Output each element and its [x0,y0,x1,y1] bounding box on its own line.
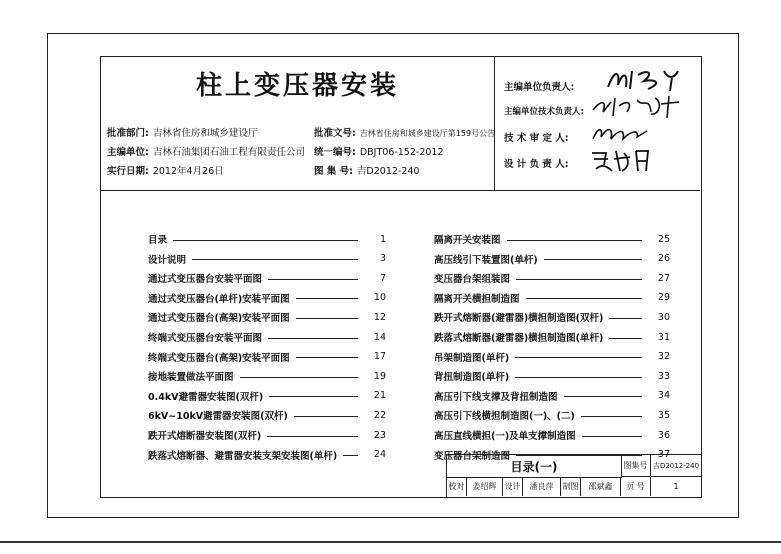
toc-leader-line [296,318,358,319]
toc-entry [148,232,386,246]
signature-3-icon [589,119,659,145]
toc-entry-page: 29 [657,292,670,304]
toc-entry [434,428,670,442]
tech-reviewer-label: 技 术 审 定 人: [504,133,569,144]
toc-entry [148,330,386,344]
toc-entry-page: 31 [657,331,670,343]
toc-entry-page: 22 [373,409,386,421]
toc-entry [148,350,386,364]
toc-entry-page: 12 [373,311,386,323]
design-name: 潘良萍 [523,477,561,496]
toc-leader-line [564,396,642,397]
toc-entry [148,252,386,266]
toc-entry-title: 通过式变压器台(高架)安装平面图 [148,313,290,325]
toc-entry [148,428,386,442]
toc-entry-title: 高压引下线支撑及背扭制造图 [434,391,558,403]
toc-entry-title: 终端式变压器台安装平面图 [148,333,263,344]
toc-entry [148,291,386,305]
drawing-name: 目录(一) [447,455,622,478]
drawing-sheet [100,56,702,498]
signature-4-icon [586,145,666,175]
design-label: 设计 [503,477,523,496]
toc-entry [434,252,670,266]
signature-panel [494,57,700,190]
toc-entry-title: 高压线引下装置图(单杆) [434,254,538,266]
toc-entry [148,408,386,422]
approve-dept: 批准部门: 吉林省住房和城乡建设厅 [107,128,258,139]
toc-entry-page: 37 [657,449,670,461]
editor-unit: 主编单位: 吉林石油集团石油工程有限责任公司 [107,147,305,158]
signature-1-icon [604,65,694,93]
toc-entry [434,291,670,305]
bottom-rule [0,541,781,543]
toc-entry [434,350,670,364]
toc-leader-line [269,396,358,397]
toc-entry-title: 终端式变压器台(高架)安装平面图 [148,352,290,364]
check-name: 姜绍辉 [467,477,503,496]
design-chief-label: 设 计 负 责 人: [504,159,569,170]
toc-entry [434,408,670,422]
implementation-date: 实行日期: 2012年4月26日 [107,166,224,177]
toc-entry-title: 跌落式熔断器、避雷器安装支架安装图(单杆) [148,450,338,462]
toc-leader-line [296,298,358,299]
atlas-label: 图集号 [621,455,651,477]
toc-entry-title: 跌开式熔断器安装图(双杆) [148,431,262,442]
toc-leader-line [267,436,358,437]
page-label: 页 号 [621,477,651,496]
toc-leader-line [526,298,642,299]
document-title: 柱上变压器安装 [195,71,399,101]
toc-leader-line [609,318,642,319]
toc-entry-page: 23 [373,429,386,441]
toc-entry-page: 26 [657,253,670,265]
toc-entry-title: 0.4kV避雷器安装图(双杆) [148,391,264,403]
toc-leader-line [515,377,642,378]
toc-leader-line [173,240,358,241]
toc-entry-page: 24 [373,449,386,461]
draw-label: 制图 [561,477,581,496]
check-label: 校对 [447,477,467,496]
toc-entry-page: 3 [379,253,386,265]
toc-entry-page: 25 [657,233,670,245]
toc-entry-page: 32 [657,351,670,363]
toc-leader-line [268,338,358,339]
toc-entry-page: 27 [657,272,670,284]
toc-entry [148,448,386,462]
toc-entry-page: 33 [657,370,670,382]
toc-entry-title: 高压直线横担(一)及单支撑制造图 [434,431,576,442]
toc-leader-line [192,259,358,260]
toc-leader-line [516,279,642,280]
chief-editor-label: 主编单位负责人: [504,82,575,93]
toc-entry-page: 19 [373,370,386,382]
toc-entry [434,271,670,285]
toc-entry-title: 目录 [148,235,168,246]
toc-entry-title: 接地装置做法平面图 [148,372,234,384]
toc-entry-page: 10 [373,292,386,304]
toc-entry-title: 通过式变压器台(单杆)安装平面图 [148,293,290,305]
toc-leader-line [609,338,642,339]
toc-entry-title: 隔离开关安装图 [434,235,501,246]
toc-leader-line [294,416,358,417]
toc-leader-line [240,377,358,378]
toc-entry-page: 34 [657,390,670,402]
header-block [101,57,700,191]
toc-entry-page: 21 [373,390,386,402]
toc-entry [434,310,670,324]
toc-entry-title: 变压器台架组装图 [434,274,511,286]
toc-entry-title: 背扭制造图(单杆) [434,372,510,384]
toc-leader-line [544,259,642,260]
toc-entry-title: 6kV~10kV避雷器安装图(双杆) [148,411,288,423]
toc-entry-title: 跌落式熔断器(避雷器)横担制造图(单杆) [434,333,604,344]
toc-entry-page: 35 [657,409,670,421]
signature-2-icon [589,92,689,120]
toc-entry [434,232,670,246]
toc-leader-line [581,416,642,417]
toc-entry [434,389,670,403]
toc-entry-title: 跌开式熔断器(避雷器)横担制造图(双杆) [434,313,604,325]
toc-entry [148,271,386,285]
toc-leader-line [582,436,642,437]
approve-doc: 批准文号: 吉林省住房和城乡建设厅第159号公告 [314,128,496,139]
tech-chief-label: 主编单位技术负责人: [504,107,584,117]
toc-entry-page: 1 [379,233,386,245]
atlas-number: 图 集 号: 吉D2012-240 [314,166,420,177]
toc-leader-line [515,357,642,358]
toc-entry [148,389,386,403]
page-value: 1 [673,482,679,491]
toc-entry [434,330,670,344]
toc-leader-line [343,455,358,456]
atlas-value: 吉D2012-240 [651,455,701,477]
toc-leader-line [268,279,358,280]
toc-entry-page: 7 [379,272,386,284]
toc-entry-title: 通过式变压器台安装平面图 [148,274,263,286]
toc-entry-title: 高压引下线横担制造图(一)、(二) [434,411,575,423]
draw-name: 邵斌鑫 [581,477,621,496]
toc-entry-title: 吊架制造图(单杆) [434,352,510,364]
toc-entry-page: 36 [657,429,670,441]
toc-entry [148,369,386,383]
toc-entry-page: 17 [373,351,386,363]
toc-entry [434,369,670,383]
toc-leader-line [507,240,642,241]
toc-entry-title: 设计说明 [148,254,187,266]
toc-entry-page: 14 [373,331,386,343]
toc-leader-line [296,357,358,358]
toc-entry-page: 30 [657,311,670,323]
unified-number: 统一编号: DBJT06-152-2012 [314,147,444,158]
toc-entry-title: 变压器台架制造图 [434,450,511,462]
header-info [101,57,495,190]
toc-entry [148,310,386,324]
toc-entry-title: 隔离开关横担制造图 [434,293,520,305]
title-block [446,454,701,497]
